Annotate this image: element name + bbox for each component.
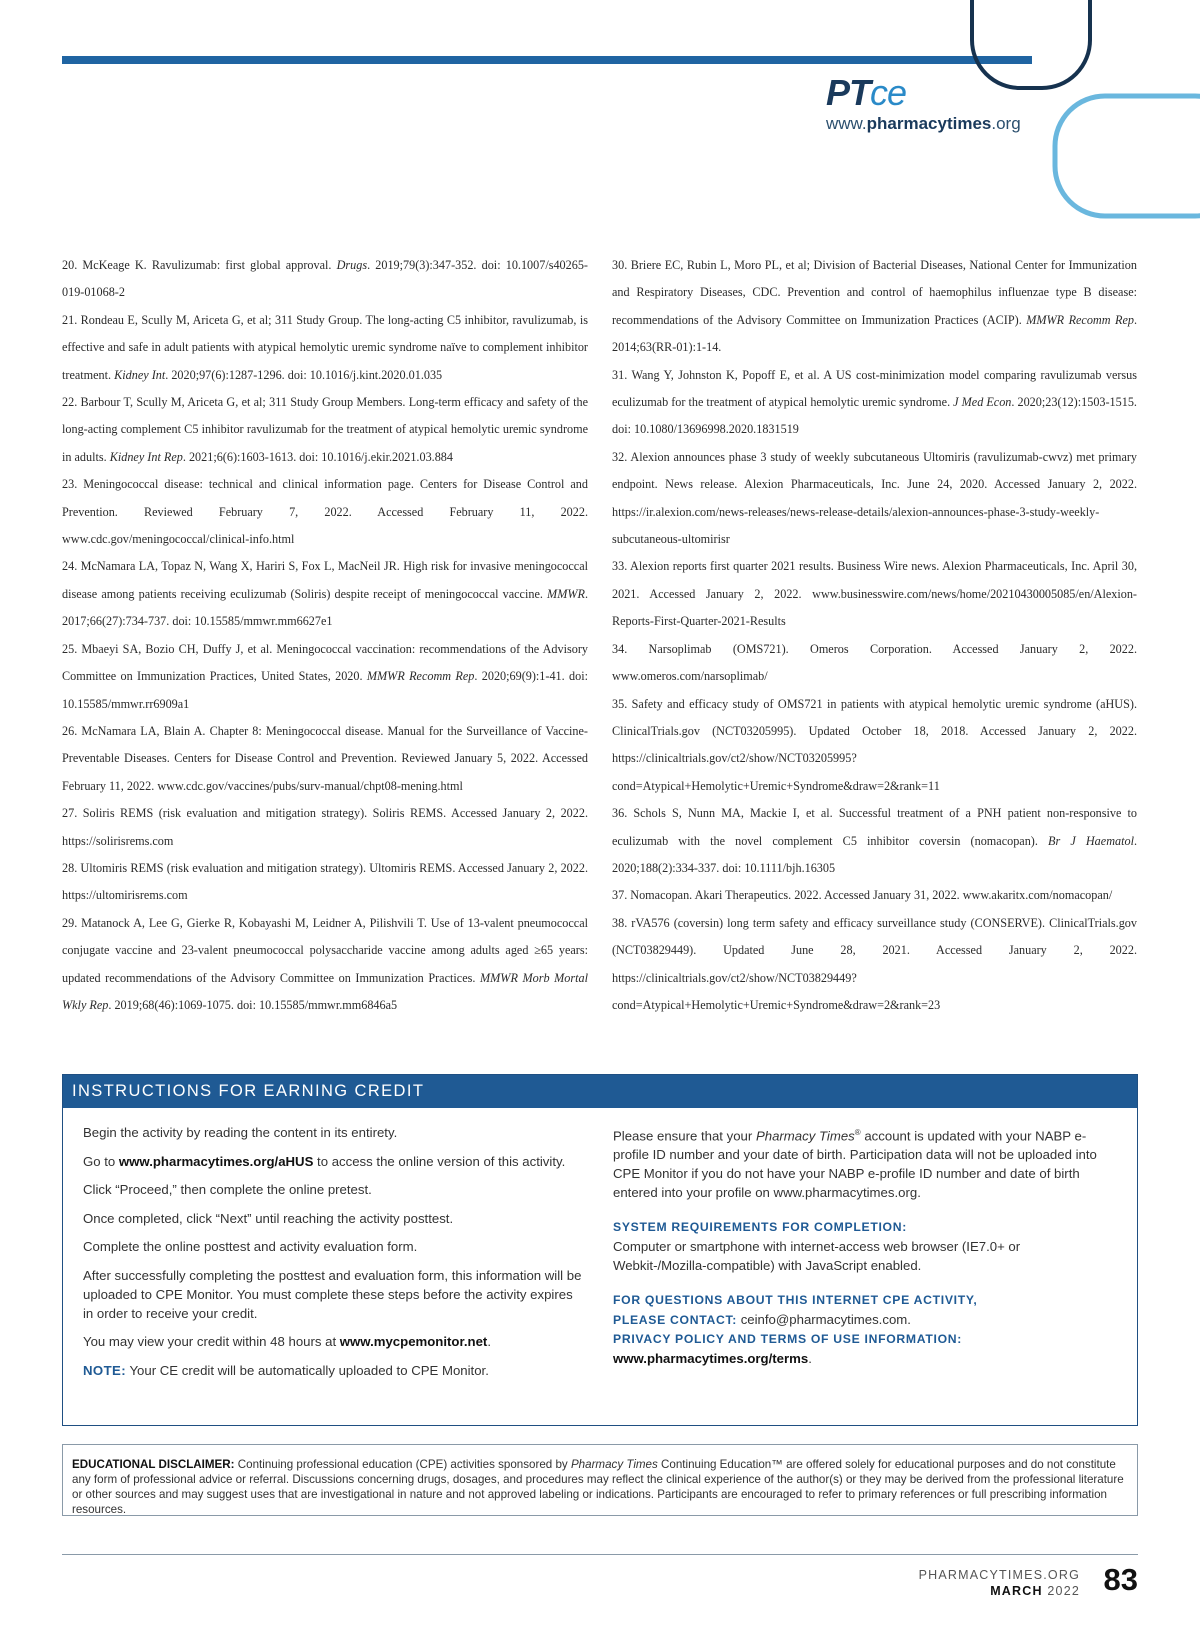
reference-item: 25. Mbaeyi SA, Bozio CH, Duffy J, et al. Meningococcal vaccination: recommendations of the Advisory Committee on Immunization Practices, United States, 2020. MMWR Recomm Rep. 2020;69(9):1-41. doi: 10.15585/mmwr.rr6909a1 — [62, 641, 588, 711]
reference-item: 36. Schols S, Nunn MA, Mackie I, et al. Successful treatment of a PNH patient non-responsive to eculizumab with the novel complement C5 inhibitor coversin (nomacopan). Br J Haematol. 2020;188(2):334-337. doi: 10.1111/bjh.16305 — [612, 806, 1137, 875]
footer-issue: MARCH 2022 — [990, 1584, 1080, 1598]
sysreq-label: SYSTEM REQUIREMENTS FOR COMPLETION: — [613, 1220, 907, 1235]
reference-item: 22. Barbour T, Scully M, Ariceta G, et al; 311 Study Group Members. Long-term efficacy and safety of the long-acting complement C5 inhibitor ravulizumab for the treatment of atypical hemolytic uremic syndrome in adults. Kidney Int Rep. 2021;6(6):1603-1613. doi: 10.1016/j.ekir.2021.03.884 — [62, 395, 588, 464]
sysreq-text: Computer or smartphone with internet-access web browser (IE7.0+ or Webkit-/Mozilla-compatible) with JavaScript enabled. — [613, 1239, 1021, 1274]
contact-info: FOR QUESTIONS ABOUT THIS INTERNET CPE ACTIVITY, PLEASE CONTACT: ceinfo@pharmacytimes.com. PRIVACY POLICY AND TERMS OF USE INFORMATION: www.pharmacytimes.org/terms. — [613, 1291, 1103, 1368]
instructions-box — [62, 1074, 1138, 1426]
educational-disclaimer: EDUCATIONAL DISCLAIMER: Continuing professional education (CPE) activities sponsored by Pharmacy Times Continuing Education™ are offered solely for educational purposes and do not constitute any form of professional advice or referral. Discussions concerning drugs, dosages, and procedures may reflect the clinical experience of the author(s) or they may be derived from the professional literature or other sources and may suggest uses that are investigational in nature and not approved labeling or indications. Participants are encouraged to refer to primary references or full prescribing information resources. — [62, 1444, 1138, 1516]
page-number: 83 — [1103, 1562, 1138, 1597]
footer-site: PHARMACYTIMES.ORG — [918, 1568, 1080, 1582]
instructions-info — [613, 1123, 1103, 1368]
reference-item: 21. Rondeau E, Scully M, Ariceta G, et al; 311 Study Group. The long-acting C5 inhibitor, ravulizumab, is effective and safe in adult patients with atypical hemolytic uremic syndrome naïve to complement inhibitor treatment. Kidney Int. 2020;97(6):1287-1296. doi: 10.1016/j.kint.2020.01.035 — [62, 312, 588, 382]
instruction-step: Complete the online posttest and activity evaluation form. — [83, 1239, 418, 1254]
reference-item: 27. Soliris REMS (risk evaluation and mitigation strategy). Soliris REMS. Accessed January 2, 2022. https://solirisrems.com — [62, 806, 588, 848]
logo-wordmark: PTce — [826, 72, 907, 113]
contact-email[interactable]: ceinfo@pharmacytimes.com. — [737, 1312, 911, 1328]
reference-item: 38. rVA576 (coversin) long term safety and efficacy surveillance study (CONSERVE). ClinicalTrials.gov (NCT03829449). Updated June 28, 2021. Accessed January 2, 2022. https://clinicaltrials.gov/ct2/show/NCT03829449?cond=Atypical+Hemolytic+Uremic+Syndrome&draw=2&rank=23 — [612, 915, 1137, 1012]
instructions-title: INSTRUCTIONS FOR EARNING CREDIT — [63, 1075, 1137, 1108]
instructions-steps — [83, 1123, 583, 1389]
references-left-column — [62, 252, 588, 1019]
reference-item: 26. McNamara LA, Blain A. Chapter 8: Meningococcal disease. Manual for the Surveillance of Vaccine-Preventable Diseases. Centers for Disease Control and Prevention. Reviewed January 5, 2022. Accessed February 11, 2022. www.cdc.gov/vaccines/pubs/surv-manual/chpt08-mening.html — [62, 723, 588, 793]
footer-rule — [62, 1554, 1138, 1555]
cpe-monitor-link[interactable]: www.mycpemonitor.net — [339, 1334, 488, 1349]
reference-item: 30. Briere EC, Rubin L, Moro PL, et al; Division of Bacterial Diseases, National Center for Immunization and Respiratory Diseases, CDC. Prevention and control of haemophilus influenzae type B disease: recommendations of the Advisory Committee on Immunization Practices (ACIP). MMWR Recomm Rep. 2014;63(RR-01):1-14. — [612, 258, 1137, 355]
reference-item: 35. Safety and efficacy study of OMS721 in patients with atypical hemolytic uremic syndrome (aHUS). ClinicalTrials.gov (NCT03205995). Updated October 18, 2018. Accessed January 2, 2022. https://clinicaltrials.gov/ct2/show/NCT03205995?cond=Atypical+Hemolytic+Uremic+Syndrome&draw=2&rank=11 — [612, 696, 1137, 793]
profile-notice: Please ensure that your Pharmacy Times® account is updated with your NABP e-profile ID number and your date of birth. Participation data will not be uploaded into CPE Monitor if you do not have your NABP e-profile ID number and date of birth entered into your profile on www.pharmacytimes.org. — [613, 1128, 1097, 1201]
reference-item: 20. McKeage K. Ravulizumab: first global approval. Drugs. 2019;79(3):347-352. doi: 10.1007/s40265-019-01068-2 — [62, 258, 588, 300]
instruction-step: Once completed, click “Next” until reaching the activity posttest. — [83, 1210, 454, 1226]
questions-label: FOR QUESTIONS ABOUT THIS INTERNET CPE ACTIVITY, — [613, 1293, 978, 1308]
reference-item: 31. Wang Y, Johnston K, Popoff E, et al. A US cost-minimization model comparing ravulizumab versus eculizumab for the treatment of atypical hemolytic uremic syndrome. J Med Econ. 2020;23(12):1503-1515. doi: 10.1080/13696998.2020.1831519 — [612, 367, 1137, 437]
references-right-column — [612, 252, 1137, 1019]
reference-item: 24. McNamara LA, Topaz N, Wang X, Hariri S, Fox L, MacNeil JR. High risk for invasive meningococcal disease among patients receiving eculizumab (Soliris) despite receipt of meningococcal vaccine. MMWR. 2017;66(27):734-737. doi: 10.15585/mmwr.mm6627e1 — [62, 559, 588, 629]
terms-link[interactable]: www.pharmacytimes.org/terms — [613, 1351, 809, 1367]
activity-link[interactable]: www.pharmacytimes.org/aHUS — [118, 1153, 314, 1169]
privacy-label: PRIVACY POLICY AND TERMS OF USE INFORMATION: — [613, 1332, 963, 1347]
reference-item: 32. Alexion announces phase 3 study of weekly subcutaneous Ultomiris (ravulizumab-cwvz) met primary endpoint. News release. Alexion Pharmaceuticals, Inc. June 24, 2020. Accessed January 2, 2022. https://ir.alexion.com/news-releases/news-release-details/alexion-announces-phase-3-study-weekly-subcutaneous-ultomirisr — [612, 449, 1137, 547]
logo-url: www.pharmacytimes.org — [826, 114, 1021, 133]
instruction-step: Begin the activity by reading the content in its entirety. — [83, 1125, 398, 1140]
reference-item: 37. Nomacopan. Akari Therapeutics. 2022. Accessed January 31, 2022. www.akaritx.com/nomacopan/ — [612, 888, 1113, 903]
reference-item: 29. Matanock A, Lee G, Gierke R, Kobayashi M, Leidner A, Pilishvili T. Use of 13-valent pneumococcal conjugate vaccine and 23-valent pneumococcal polysaccharide vaccine among adults aged ≥65 years: updated recommendations of the Advisory Committee on Immunization Practices. MMWR Morb Mortal Wkly Rep. 2019;68(46):1069-1075. doi: 10.15585/mmwr.mm6846a5 — [62, 915, 588, 1012]
reference-item: 34. Narsoplimab (OMS721). Omeros Corporation. Accessed January 2, 2022. www.omeros.com/narsoplimab/ — [612, 641, 1137, 684]
header-rule — [62, 56, 1032, 64]
instruction-step: You may view your credit within 48 hours at www.mycpemonitor.net. — [83, 1334, 491, 1349]
system-requirements — [613, 1218, 1103, 1275]
instruction-step: Click “Proceed,” then complete the online pretest. — [83, 1182, 372, 1197]
ptce-logo — [826, 74, 1031, 134]
instruction-step: After successfully completing the posttest and evaluation form, this information will be uploaded to CPE Monitor. You must complete these steps before the activity expires in order to receive your credit. — [83, 1267, 582, 1321]
instruction-note: NOTE: Your CE credit will be automatically uploaded to CPE Monitor. — [83, 1362, 489, 1378]
reference-item: 23. Meningococcal disease: technical and clinical information page. Centers for Disease Control and Prevention. Reviewed February 7, 2022. Accessed February 11, 2022. www.cdc.gov/meningococcal/clinical-info.html — [62, 477, 588, 547]
instruction-step: Go to www.pharmacytimes.org/aHUS to access the online version of this activity. — [83, 1153, 566, 1169]
reference-item: 28. Ultomiris REMS (risk evaluation and mitigation strategy). Ultomiris REMS. Accessed January 2, 2022. https://ultomirisrems.com — [62, 860, 588, 903]
reference-item: 33. Alexion reports first quarter 2021 results. Business Wire news. Alexion Pharmaceuticals, Inc. April 30, 2021. Accessed January 2, 2022. www.businesswire.com/news/home/20210430005085/en/Alexion-Reports-First-Quarter-2021-Results — [612, 559, 1137, 629]
